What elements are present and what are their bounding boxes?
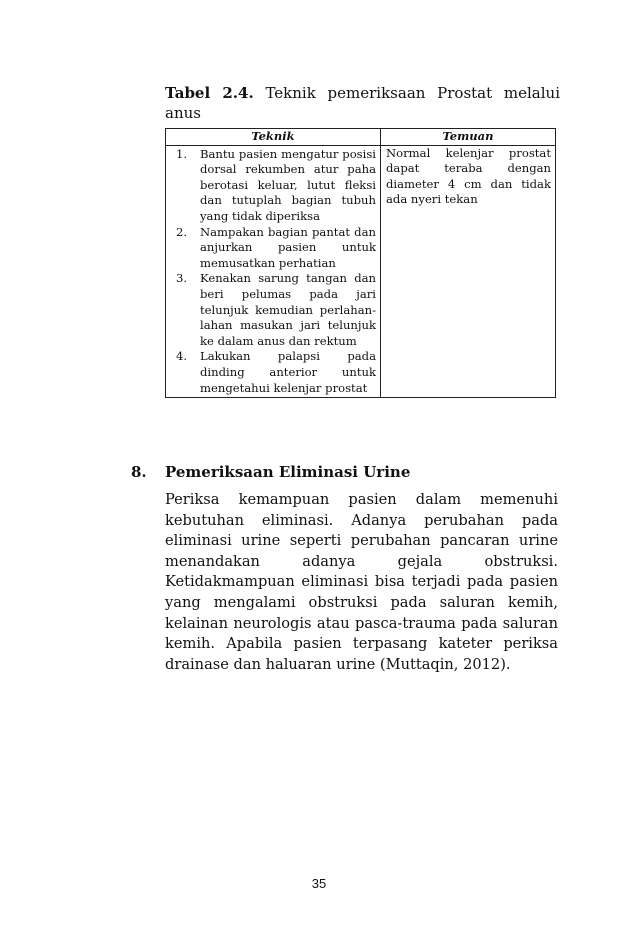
technique-table <box>165 128 556 398</box>
steps-list <box>167 147 379 397</box>
step-text: Bantu pasien mengatur posisi dorsal rekumben atur paha berotasi keluar, lutut fleksi dan tutuplah bagian tubuh yang tidak diperiksa <box>200 146 376 223</box>
section-number: 8. <box>131 463 147 481</box>
list-item <box>167 147 376 225</box>
caption-text: Teknik pemeriksaan Prostat melalui anus <box>165 84 560 122</box>
section-title: Pemeriksaan Eliminasi Urine <box>165 463 411 481</box>
technique-cell <box>166 145 381 398</box>
step-number: 4. <box>176 349 188 364</box>
header-teknik: Teknik <box>166 129 381 146</box>
caption-label: Tabel 2.4. <box>165 84 254 102</box>
list-item <box>167 225 376 272</box>
step-number: 2. <box>176 224 188 239</box>
table-header-row <box>166 129 556 146</box>
table-row <box>166 145 556 398</box>
header-temuan: Temuan <box>381 129 556 146</box>
page-number: 35 <box>311 876 327 891</box>
step-text: Lakukan palapsi pada dinding anterior untuk mengetahui kelenjar prostat <box>200 349 376 395</box>
step-text: Nampakan bagian pantat dan anjurkan pasien untuk memusatkan perhatian <box>200 224 376 270</box>
step-number: 3. <box>176 271 188 286</box>
list-item <box>167 349 376 396</box>
step-number: 1. <box>176 146 188 161</box>
finding-cell: Normal kelenjar prostat dapat teraba dengan diameter 4 cm dan tidak ada nyeri tekan <box>381 145 556 398</box>
table-caption <box>165 83 560 123</box>
list-item <box>167 271 376 349</box>
section-paragraph: Periksa kemampuan pasien dalam memenuhi kebutuhan eliminasi. Adanya perubahan pada eliminasi urine seperti perubahan pancaran urine menandakan adanya gejala obstruksi. Ketidakmampuan eliminasi bisa terjadi pada pasien yang mengalami obstruksi pada saluran kemih, kelainan neurologis atau pasca-trauma pada saluran kemih. Apabila pasien terpasang kateter periksa drainase dan haluaran urine (Muttaqin, 2012). <box>165 491 558 673</box>
step-text: Kenakan sarung tangan dan beri pelumas pada jari telunjuk kemudian perlahan-lahan masukan jari telunjuk ke dalam anus dan rektum <box>200 271 376 348</box>
